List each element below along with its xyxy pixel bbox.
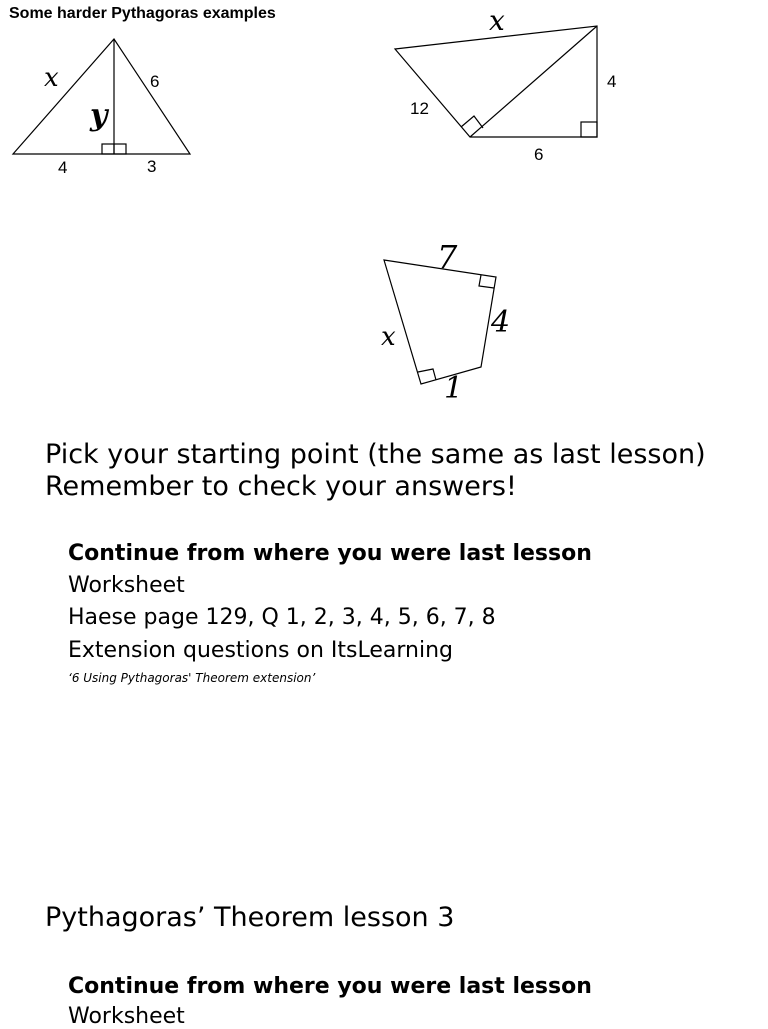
pythagoras-diagrams bbox=[0, 0, 768, 420]
diagram2-right-angle-marker-2 bbox=[581, 122, 597, 137]
diagram1-label-x: x bbox=[44, 63, 59, 93]
diagram3-quadrilateral bbox=[384, 260, 496, 384]
diagram3-label-x: x bbox=[381, 322, 396, 352]
diagram1-label-y: y bbox=[90, 98, 108, 133]
section1-heading-line2: Remember to check your answers! bbox=[45, 471, 517, 502]
section1-heading bbox=[45, 439, 735, 502]
diagram2-diagonal bbox=[470, 26, 597, 137]
section1-item-continue: Continue from where you were last lesson bbox=[68, 541, 592, 566]
diagram1-label-6: 6 bbox=[150, 72, 160, 91]
section1-extension-note: ‘6 Using Pythagoras' Theorem extension’ bbox=[68, 671, 316, 685]
diagram2-label-6: 6 bbox=[534, 145, 544, 164]
section1-heading-line1: Pick your starting point (the same as last lesson) bbox=[45, 439, 706, 470]
diagram1-triangle bbox=[13, 39, 190, 154]
section2-heading: Pythagoras’ Theorem lesson 3 bbox=[45, 902, 455, 933]
diagram3-label-1: 1 bbox=[444, 371, 464, 406]
diagram2-label-x: x bbox=[489, 4, 505, 37]
diagram1-label-3: 3 bbox=[147, 157, 157, 176]
section2-item-worksheet: Worksheet bbox=[68, 1004, 185, 1029]
section1-item-worksheet: Worksheet bbox=[68, 573, 185, 598]
section1-item-extension: Extension questions on ItsLearning bbox=[68, 638, 453, 663]
diagram2-label-12: 12 bbox=[410, 99, 429, 118]
diagram1-label-4: 4 bbox=[58, 158, 68, 177]
section2-item-continue: Continue from where you were last lesson bbox=[68, 974, 592, 999]
diagram2-label-4: 4 bbox=[607, 72, 617, 91]
section1-item-haese: Haese page 129, Q 1, 2, 3, 4, 5, 6, 7, 8 bbox=[68, 605, 496, 630]
diagram3-right-angle-marker-2 bbox=[418, 369, 436, 380]
diagram3-label-7: 7 bbox=[437, 238, 458, 276]
page-title: Some harder Pythagoras examples bbox=[9, 5, 276, 22]
diagram2-right-angle-marker-1 bbox=[461, 116, 483, 128]
diagram3-label-4: 4 bbox=[491, 305, 511, 340]
diagram2-outer-shape bbox=[395, 26, 597, 137]
